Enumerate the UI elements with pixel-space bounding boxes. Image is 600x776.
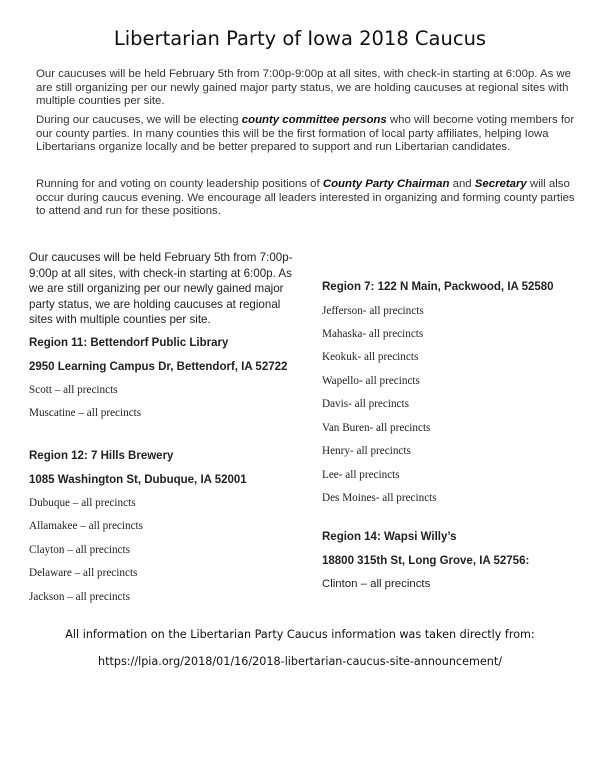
intro-paragraph-leadership [36,178,576,219]
region12-precinct: Jackson – all precincts [29,591,130,603]
region14-precinct: Clinton – all precincts [322,578,431,590]
region11-address: 2950 Learning Campus Dr, Bettendorf, IA 52722 [29,361,288,373]
intro-p3-text-a: Running for and voting on county leadership positions of [36,178,323,190]
region11-name: Region 11: Bettendorf Public Library [29,337,229,349]
intro-paragraph-schedule: Our caucuses will be held February 5th from 7:00p-9:00p at all sites, with check-in starting at 6:00p. As we are still organizing per our newly gained major party status, we are holding caucuses at regional sites with multiple counties per site. [36,68,571,108]
region7-precinct: Jefferson- all precincts [322,305,424,317]
region7-precinct: Lee- all precincts [322,469,400,481]
intro-p3-text-c: will also occur during caucus evening. We encourage all leaders interested in organizing and forming county parties to attend and run for these positions. [36,178,575,218]
region11-precinct: Scott – all precincts [29,384,118,396]
region11-precinct: Muscatine – all precincts [29,407,142,419]
page-title: Libertarian Party of Iowa 2018 Caucus [113,27,487,50]
intro-p3-emphasis-secretary: Secretary [474,178,527,190]
region7-name: Region 7: 122 N Main, Packwood, IA 52580 [322,281,554,293]
intro-p2-text-a: During our caucuses, we will be electing [36,114,242,126]
region14-address: 18800 315th St, Long Grove, IA 52756: [322,555,530,567]
intro-paragraph-committee [36,114,576,155]
intro-p2-text-b: who will become voting members for our county parties. In many counties this will be the first formation of local party affiliates, helping Iowa Libertarians organize locally and be better prepared to support and run Libertarian candidates. [36,114,575,154]
region12-precinct: Clayton – all precincts [29,544,130,556]
region7-precinct: Wapello- all precincts [322,375,420,387]
region7-precinct: Henry- all precincts [322,445,411,457]
region12-precinct: Allamakee – all precincts [29,520,143,532]
region12-address: 1085 Washington St, Dubuque, IA 52001 [29,474,247,486]
region14-name: Region 14: Wapsi Willy’s [322,531,457,543]
source-note: All information on the Libertarian Party Caucus information was taken directly from: [65,628,535,641]
region12-name: Region 12: 7 Hills Brewery [29,450,174,462]
schedule-summary: Our caucuses will be held February 5th from 7:00p-9:00p at all sites, with check-in starting at 6:00p. As we are still organizing per our newly gained major party status, we are holding caucuses at regional sites with multiple counties per site. [29,251,293,327]
region7-precinct: Mahaska- all precincts [322,328,424,340]
intro-p2-emphasis: county committee persons [241,114,387,126]
source-url: https://lpia.org/2018/01/16/2018-libertarian-caucus-site-announcement/ [97,655,502,668]
region7-precinct: Davis- all precincts [322,398,409,410]
region12-precinct: Delaware – all precincts [29,567,138,579]
region7-precinct: Van Buren- all precincts [322,422,431,434]
intro-p3-emphasis-chairman: County Party Chairman [322,178,450,190]
region12-precinct: Dubuque – all precincts [29,497,136,509]
intro-p3-text-b: and [449,178,475,190]
region7-precinct: Des Moines- all precincts [322,492,437,504]
region7-precinct: Keokuk- all precincts [322,351,419,363]
